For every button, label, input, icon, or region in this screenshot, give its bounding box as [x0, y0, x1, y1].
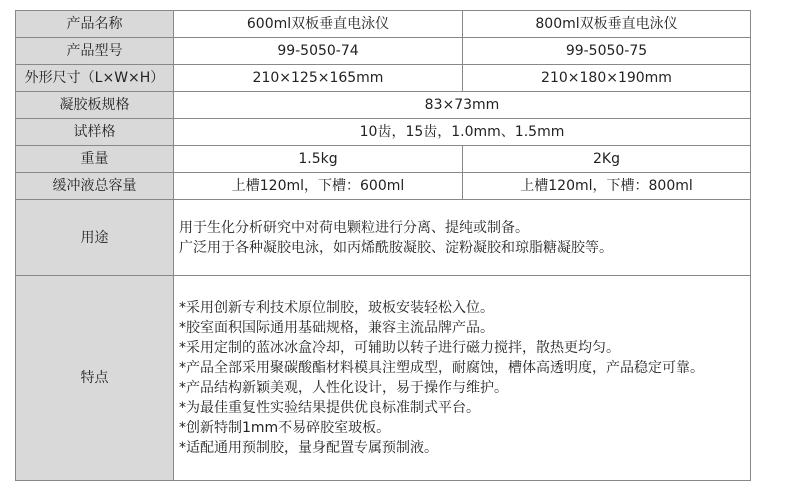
table-row	[16, 11, 751, 38]
features-text	[174, 276, 751, 481]
table-row	[16, 173, 751, 200]
cell-value: 210×180×190mm	[463, 65, 751, 92]
feature-line: *采用创新专利技术原位制胶，玻板安装轻松入位。	[179, 300, 494, 316]
row-label: 产品名称	[16, 11, 174, 38]
feature-line: *适配通用预制胶，量身配置专属预制液。	[179, 440, 438, 456]
table-row	[16, 119, 751, 146]
features-label: 特点	[16, 276, 174, 481]
row-label: 缓冲液总容量	[16, 173, 174, 200]
table-row-usage	[16, 200, 751, 276]
feature-line: *为最佳重复性实验结果提供优良标准制式平台。	[179, 400, 480, 416]
row-label: 产品型号	[16, 38, 174, 65]
usage-line: 用于生化分析研究中对荷电颗粒进行分离、提纯或制备。	[179, 219, 529, 236]
feature-line: *创新特制1mm不易碎胶室玻板。	[179, 420, 391, 436]
table-row-features	[16, 276, 751, 481]
cell-value: 800ml双板垂直电泳仪	[463, 11, 751, 38]
table-row	[16, 146, 751, 173]
row-label: 重量	[16, 146, 174, 173]
cell-value: 600ml双板垂直电泳仪	[174, 11, 463, 38]
feature-line: *采用定制的蓝冰冰盒冷却，可辅助以转子进行磁力搅拌，散热更均匀。	[179, 340, 620, 356]
cell-value: 99-5050-74	[174, 38, 463, 65]
usage-text	[174, 200, 751, 276]
table-row	[16, 65, 751, 92]
cell-value: 99-5050-75	[463, 38, 751, 65]
cell-value: 上槽120ml，下槽：600ml	[174, 173, 463, 200]
feature-line: *产品结构新颖美观，人性化设计，易于操作与维护。	[179, 380, 508, 396]
cell-value: 上槽120ml，下槽：800ml	[463, 173, 751, 200]
cell-value: 210×125×165mm	[174, 65, 463, 92]
cell-value: 10齿，15齿，1.0mm、1.5mm	[174, 119, 751, 146]
table-row	[16, 38, 751, 65]
usage-label: 用途	[16, 200, 174, 276]
cell-value: 1.5kg	[174, 146, 463, 173]
cell-value: 83×73mm	[174, 92, 751, 119]
usage-line: 广泛用于各种凝胶电泳，如丙烯酰胺凝胶、淀粉凝胶和琼脂糖凝胶等。	[179, 239, 613, 256]
row-label: 凝胶板规格	[16, 92, 174, 119]
spec-table	[15, 10, 751, 481]
cell-value: 2Kg	[463, 146, 751, 173]
table-row	[16, 92, 751, 119]
feature-line: *胶室面积国际通用基础规格，兼容主流品牌产品。	[179, 320, 494, 336]
row-label: 外形尺寸（L×W×H）	[16, 65, 174, 92]
row-label: 试样格	[16, 119, 174, 146]
feature-line: *产品全部采用聚碳酸酯材料模具注塑成型，耐腐蚀，槽体高透明度，产品稳定可靠。	[179, 360, 704, 376]
